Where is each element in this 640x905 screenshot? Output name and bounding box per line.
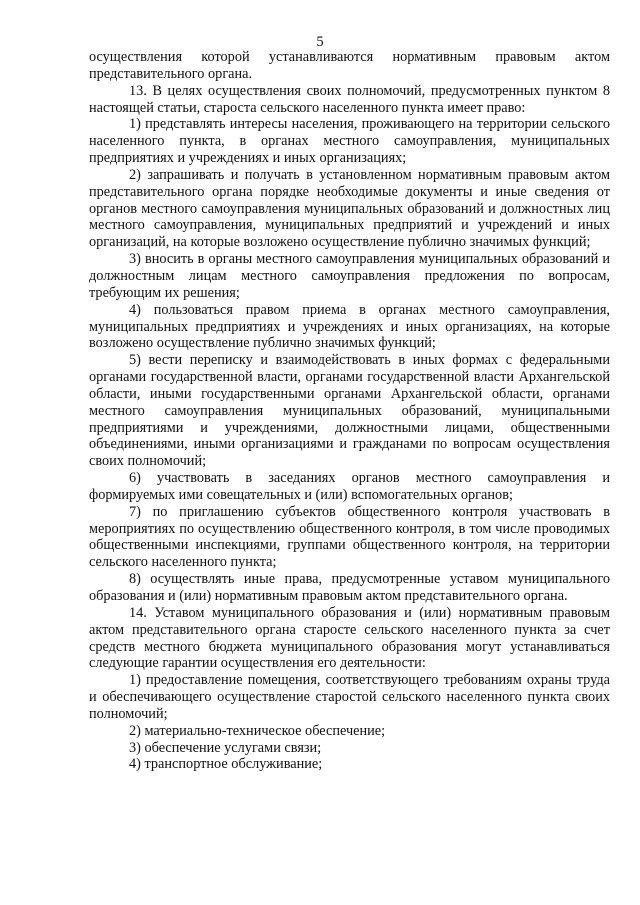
paragraph-14-sub-4: 4) транспортное обслуживание; [129, 756, 323, 773]
paragraph-13-sub-6: 6) участвовать в заседаниях органов местного самоуправления и формируемых ими совещательных и (или) вспомогательных органов; [89, 470, 610, 503]
paragraph-14-sub-1: 1) предоставление помещения, соответствующего требованиям охраны труда и обеспечивающего осуществление старостой сельского населенного пункта своих полномочий; [89, 672, 610, 722]
paragraph-13-sub-7: 7) по приглашению субъектов общественного контроля участвовать в мероприятиях по осуществлению общественного контроля, в том числе проводимых общественными инспекциями, группами общественного контроля, на территории сельского населенного пункта; [89, 503, 610, 571]
paragraph-14-sub-3: 3) обеспечение услугами связи; [129, 739, 322, 756]
paragraph-13-sub-1: 1) представлять интересы населения, проживающего на территории сельского населенного пункта, в органах местного самоуправления, муниципальных предприятиях и учреждениях и иных организациях; [89, 116, 610, 167]
paragraph-item-14: 14. Уставом муниципального образования и (или) нормативным правовым актом представительного органа старосте сельского населенного пункта за счет средств местного бюджета муниципального образования могут устанавливаться следующие гарантии осуществления его деятельности: [89, 604, 610, 672]
paragraph-13-sub-3: 3) вносить в органы местного самоуправления муниципальных образований и должностным лицам местного самоуправления предложения по вопросам, требующим их решения; [89, 251, 610, 301]
paragraph-13-sub-4: 4) пользоваться правом приема в органах местного самоуправления, муниципальных предприятиях и учреждениях и иных организациях, на которые возложено осуществление публично значимых функций; [89, 301, 610, 352]
paragraph-13-sub-2: 2) запрашивать и получать в установленном нормативным правовым актом представительного органа порядке необходимые документы и иные сведения от органов местного самоуправления муниципальных образований и должностных лиц местного самоуправления, муниципальных предприятий и учреждений и иных организаций, на которые возложено осуществление публично значимых функций; [89, 166, 610, 251]
paragraph-13-sub-5: 5) вести переписку и взаимодействовать в иных формах с федеральными органами государственной власти, органами государственной власти Архангельской области, иными государственными органами Архангельской области, органами местного самоуправления муниципальных образований, муниципальными предприятиями и учреждениями, должностными лицами, общественными объединениями, иными организациями и гражданами по вопросам осуществления своих полномочий; [89, 352, 610, 470]
page-number: 5 [316, 34, 324, 50]
document-body [89, 49, 610, 773]
paragraph-14-sub-2: 2) материально-техническое обеспечение; [129, 722, 386, 739]
paragraph-item-13: 13. В целях осуществления своих полномочий, предусмотренных пунктом 8 настоящей статьи, староста сельского населенного пункта имеет право: [89, 82, 610, 116]
paragraph-continuation: осуществления которой устанавливаются нормативным правовым актом представительного органа. [89, 49, 610, 82]
paragraph-13-sub-8: 8) осуществлять иные права, предусмотренные уставом муниципального образования и (или) нормативным правовым актом представительного органа. [89, 571, 610, 604]
